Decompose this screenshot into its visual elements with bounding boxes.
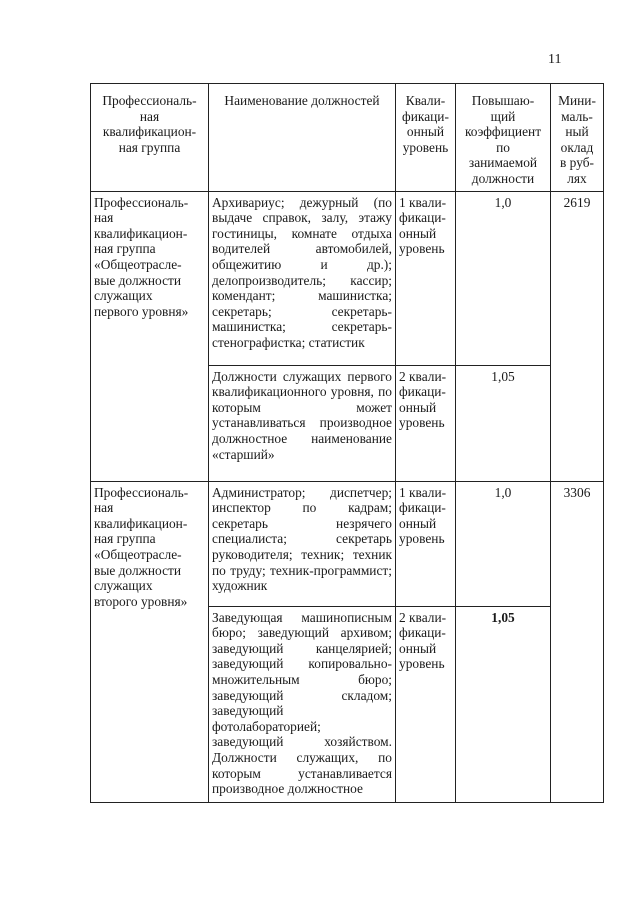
coefficient-cell: 1,05 <box>456 365 551 481</box>
group-name-cell: Профессиональ- ная квалификацион- ная группа «Общеотрасле- вые должности служащих второго уровня» <box>91 481 209 802</box>
level-cell: 2 квали- фикаци- онный уровень <box>396 365 456 481</box>
table-row <box>91 481 604 606</box>
group-name-cell: Профессиональ- ная квалификацион- ная группа «Общеотрасле- вые должности служащих первого уровня» <box>91 191 209 481</box>
level-cell: 2 квали- фикаци- онный уровень <box>396 606 456 802</box>
table-header-row <box>91 84 604 192</box>
level-cell: 1 квали- фикаци- онный уровень <box>396 191 456 365</box>
qualification-table <box>90 83 604 803</box>
positions-cell: Должности служащих первого квалификационного уровня, по которым может устанавливаться производное должностное наименование «старший» <box>209 365 396 481</box>
salary-cell: 3306 <box>551 481 604 802</box>
positions-cell: Архивариус; дежурный (по выдаче справок, залу, этажу гостиницы, комнате отдыха водителей автомобилей, общежитию и др.); делопроизводитель; кассир; комендант; машинистка; секретарь; секретарь-машинистка; секретарь-стенографистка; статистик <box>209 191 396 365</box>
coefficient-cell: 1,0 <box>456 481 551 606</box>
positions-cell: Администратор; диспетчер; инспектор по кадрам; секретарь незрячего специалиста; секретарь руководителя; техник; техник по труду; техник-программист; художник <box>209 481 396 606</box>
header-qualification-level: Квали- фикаци- онный уровень <box>396 84 456 192</box>
level-cell: 1 квали- фикаци- онный уровень <box>396 481 456 606</box>
table-row <box>91 191 604 365</box>
header-qualification-group: Профессиональ- ная квалификацион- ная группа <box>91 84 209 192</box>
coefficient-cell: 1,05 <box>456 606 551 802</box>
positions-cell: Заведующая машинописным бюро; заведующий архивом; заведующий канцелярией; заведующий копировально-множительным бюро; заведующий складом; заведующий фотолабораторией; заведующий хозяйством. Должности служащих, по которым устанавливается производное должностное <box>209 606 396 802</box>
header-position-names: Наименование должностей <box>209 84 396 192</box>
header-increasing-coefficient: Повышаю- щий коэффициент по занимаемой должности <box>456 84 551 192</box>
page-number: 11 <box>548 52 562 67</box>
salary-cell: 2619 <box>551 191 604 481</box>
coefficient-cell: 1,0 <box>456 191 551 365</box>
header-minimum-salary: Мини- маль- ный оклад в руб- лях <box>551 84 604 192</box>
